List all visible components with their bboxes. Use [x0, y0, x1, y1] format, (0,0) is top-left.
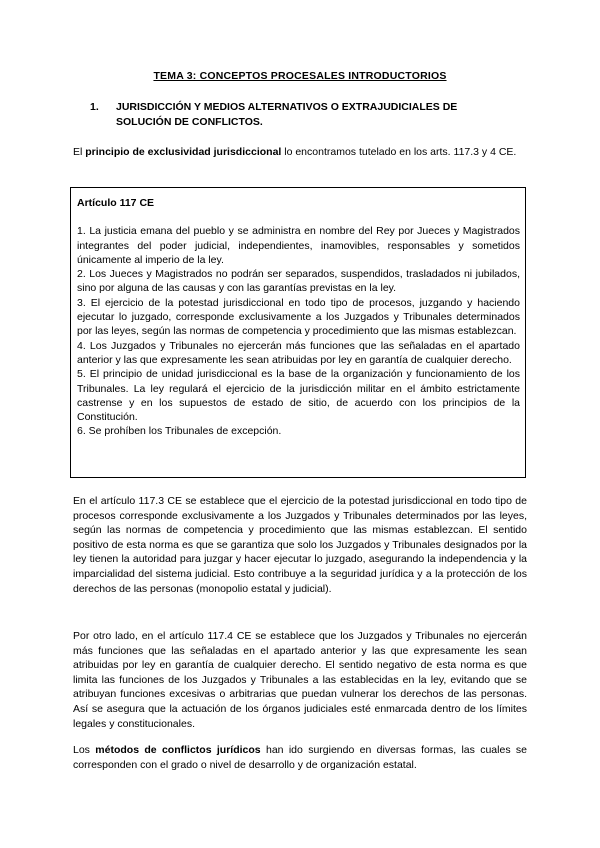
closing-paragraph	[73, 743, 527, 772]
body-paragraph-1: En el artículo 117.3 CE se establece que el ejercicio de la potestad jurisdiccional en todo tipo de procesos corresponde exclusivamente a los Juzgados y Tribunales determinados por las leyes, según las normas de competencia y procedimiento que las mismas establezcan. El sentido positivo de esta norma es que se garantiza que solo los Juzgados y Tribunales designados por la ley tienen la autoridad para juzgar y hacer ejecutar lo juzgado, asegurando la independencia y la imparcialidad del sistema judicial. Esto contribuye a la seguridad jurídica y a la protección de los derechos de las personas (monopolio estatal y judicial).	[73, 495, 527, 595]
intro-suffix: lo encontramos tutelado en los arts. 117.3 y 4 CE.	[281, 146, 517, 158]
section-heading	[90, 100, 490, 130]
article-item: 3. El ejercicio de la potestad jurisdiccional en todo tipo de procesos, juzgando y haciendo ejecutar lo juzgado, corresponde exclusivamente a los Juzgados y Tribunales determinados por las leyes, según las normas de competencia y procedimiento que las mismas establezcan.	[77, 296, 520, 338]
body-paragraph-2: Por otro lado, en el artículo 117.4 CE se establece que los Juzgados y Tribunales no ejercerán más funciones que las señaladas en el apartado anterior y las que expresamente les sean atribuidas por ley en garantía de cualquier derecho. El sentido negativo de esta norma es que limita las funciones de los Juzgados y Tribunales a las establecidas en la ley, evitando que se atribuyan funciones excesivas o arbitrarias que puedan vulnerar los derechos de las personas. Así se asegura que la actuación de los órganos judiciales esté enmarcada dentro de los límites legales y constitucionales.	[73, 630, 527, 730]
closing-prefix: Los	[73, 744, 96, 756]
article-item: 2. Los Jueces y Magistrados no podrán ser separados, suspendidos, trasladados ni jubilados, sino por alguna de las causas y con las garantías previstas en la ley.	[77, 268, 520, 295]
article-item: 6. Se prohíben los Tribunales de excepción.	[77, 425, 282, 438]
article-item: 5. El principio de unidad jurisdiccional es la base de la organización y funcionamiento de los Tribunales. La ley regulará el ejercicio de la jurisdicción militar en el ámbito estrictamente castrense y en los supuestos de estado de sitio, de acuerdo con los principios de la Constitución.	[77, 368, 520, 424]
article-box	[70, 187, 526, 478]
closing-bold: métodos de conflictos jurídicos	[95, 744, 261, 756]
intro-bold: principio de exclusividad jurisdiccional	[85, 146, 282, 158]
article-item: 1. La justicia emana del pueblo y se administra en nombre del Rey por Jueces y Magistrados integrantes del poder judicial, independientes, inamovibles, responsables y sometidos únicamente al imperio de la ley.	[77, 225, 520, 266]
intro-paragraph	[73, 145, 527, 160]
article-box-title: Artículo 117 CE	[77, 197, 155, 209]
article-item: 4. Los Juzgados y Tribunales no ejercerán más funciones que las señaladas en el apartado anterior y las que expresamente les sean atribuidas por ley en garantía de cualquier derecho.	[77, 339, 520, 366]
page-title: TEMA 3: CONCEPTOS PROCESALES INTRODUCTORIOS	[153, 70, 447, 82]
section-number: 1.	[90, 101, 99, 113]
section-heading-text: JURISDICCIÓN Y MEDIOS ALTERNATIVOS O EXTRAJUDICIALES DE SOLUCIÓN DE CONFLICTOS.	[116, 101, 458, 128]
intro-prefix: El	[73, 146, 86, 158]
closing-suffix: han ido surgiendo en diversas formas, las cuales se corresponden con el grado o nivel de desarrollo y de organización estatal.	[73, 744, 527, 771]
